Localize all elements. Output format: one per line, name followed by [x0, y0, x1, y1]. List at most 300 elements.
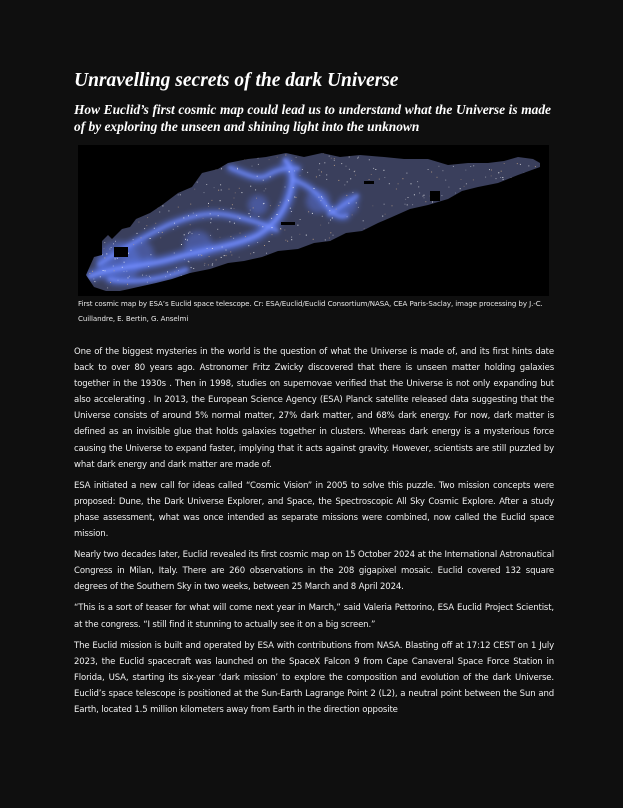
star [86, 253, 87, 254]
star [404, 285, 405, 286]
star [151, 181, 152, 182]
star [465, 234, 466, 235]
star [92, 271, 93, 272]
star [504, 238, 505, 239]
star [271, 218, 272, 219]
star [481, 152, 482, 153]
star [207, 248, 208, 249]
star [210, 213, 211, 214]
star [407, 204, 408, 205]
star [211, 162, 212, 163]
star [377, 257, 378, 258]
star [334, 158, 335, 159]
star [373, 239, 374, 240]
star [194, 189, 195, 190]
star [514, 147, 515, 148]
star [545, 194, 546, 195]
star [212, 248, 213, 249]
star [427, 158, 428, 159]
star [326, 179, 327, 180]
star [277, 157, 278, 158]
star [356, 243, 357, 244]
star [178, 207, 179, 208]
star [355, 281, 356, 282]
star [340, 150, 341, 151]
star [470, 277, 471, 278]
star [473, 179, 474, 180]
star [358, 240, 359, 241]
star [502, 177, 503, 178]
star [458, 288, 459, 289]
star [373, 168, 374, 169]
star [526, 230, 527, 231]
star [401, 154, 402, 155]
star [115, 241, 116, 242]
star [265, 188, 266, 189]
star [176, 159, 177, 160]
star [491, 170, 492, 171]
star [372, 234, 373, 235]
star [95, 254, 96, 255]
star [267, 149, 268, 150]
star [365, 234, 366, 235]
star [316, 151, 317, 152]
star [295, 253, 296, 254]
star [296, 197, 297, 198]
star [162, 232, 163, 233]
star [421, 260, 422, 261]
star [231, 208, 232, 209]
star [520, 164, 521, 165]
star [172, 146, 173, 147]
star [165, 159, 166, 160]
star [285, 261, 286, 262]
star [104, 248, 105, 249]
star [529, 227, 530, 228]
star [291, 160, 292, 161]
star [293, 187, 294, 188]
star [288, 200, 289, 201]
star [110, 190, 111, 191]
paragraph: ESA initiated a new call for ideas called “Cosmic Vision” in 2005 to solve this puzzle. Two mission concepts were proposed: Dune, the Dark Universe Explorer, and Space, the Spectroscopic All Sky Cosmic Explore. After a study phase assessment, what was once intended as separate missions were combined, now called the Euclid space mission. [74, 480, 554, 540]
star [270, 205, 271, 206]
star [371, 174, 372, 175]
star [219, 272, 220, 273]
star [464, 186, 465, 187]
star [199, 234, 200, 235]
star [329, 238, 330, 239]
star [388, 282, 389, 283]
star [267, 147, 268, 148]
star [317, 268, 318, 269]
star [80, 253, 81, 254]
star [167, 271, 168, 272]
paragraph: One of the biggest mysteries in the world is the question of what the Universe is made of, and its first hints date back to over 80 years ago. Astronomer Fritz Zwicky discovered that there is unseen matter holding galaxies together in the 1930s . Then in 1998, studies on supernovae verified that the Universe is not only expanding but also accelerating . In 2013, the European Science Agency (ESA) Planck satellite released data suggesting that the Universe consists of around 5% normal matter, 27% dark matter, and 68% dark energy. For now, dark matter is defined as an invisible glue that holds galaxies together in clusters. Whereas dark energy is a mysterious force causing the Universe to expand faster, implying that it acts against gravity. However, scientists are still puzzled by what dark energy and dark matter are made of. [74, 347, 554, 470]
star [519, 152, 520, 153]
star [105, 156, 106, 157]
star [382, 232, 383, 233]
star [344, 184, 345, 185]
star [294, 170, 295, 171]
star [479, 145, 480, 146]
star [233, 267, 234, 268]
star [318, 197, 319, 198]
star [193, 213, 194, 214]
star [240, 295, 241, 296]
star [178, 194, 179, 195]
star [209, 166, 210, 167]
star [229, 189, 230, 190]
star [319, 175, 320, 176]
star [126, 220, 127, 221]
star [508, 216, 509, 217]
star [452, 225, 453, 226]
star [347, 181, 348, 182]
star [492, 263, 493, 264]
star [341, 244, 342, 245]
star [173, 180, 174, 181]
star [371, 291, 372, 292]
star [264, 190, 265, 191]
star [94, 281, 95, 282]
star [490, 243, 491, 244]
star [543, 279, 544, 280]
star [253, 207, 254, 208]
star [534, 270, 535, 271]
star [514, 252, 515, 253]
star [277, 260, 278, 261]
star [182, 158, 183, 159]
star [212, 263, 213, 264]
star [239, 188, 240, 189]
star [188, 261, 189, 262]
star [257, 176, 258, 177]
star [343, 272, 344, 273]
star [442, 170, 443, 171]
star [192, 233, 193, 234]
star [494, 197, 495, 198]
star [350, 246, 351, 247]
star [546, 153, 547, 154]
star [270, 268, 271, 269]
star [309, 148, 310, 149]
star [196, 215, 197, 216]
star [547, 186, 548, 187]
star [319, 253, 320, 254]
star [388, 153, 389, 154]
star [516, 286, 517, 287]
star [290, 208, 291, 209]
star [293, 260, 294, 261]
star [410, 286, 411, 287]
star [285, 240, 286, 241]
star [89, 273, 90, 274]
star [279, 270, 280, 271]
star [369, 292, 370, 293]
star [510, 156, 511, 157]
star [221, 190, 222, 191]
star [199, 155, 200, 156]
star [170, 162, 171, 163]
star [263, 275, 264, 276]
star [427, 233, 428, 234]
star [170, 196, 171, 197]
star [543, 233, 544, 234]
star [291, 239, 292, 240]
star [86, 281, 87, 282]
star [355, 285, 356, 286]
star [106, 170, 107, 171]
star [247, 146, 248, 147]
star [392, 205, 393, 206]
star [158, 232, 159, 233]
star [428, 214, 429, 215]
star [174, 223, 175, 224]
star [480, 212, 481, 213]
star [406, 149, 407, 150]
star [465, 153, 466, 154]
star [460, 188, 461, 189]
star [540, 263, 541, 264]
star [133, 244, 134, 245]
star [133, 239, 134, 240]
star [114, 270, 115, 271]
star [312, 269, 313, 270]
star [429, 152, 430, 153]
star [359, 293, 360, 294]
star [466, 290, 467, 291]
star [177, 226, 178, 227]
star [172, 166, 173, 167]
star [161, 203, 162, 204]
star [160, 162, 161, 163]
star [233, 238, 234, 239]
star [420, 252, 421, 253]
star [165, 276, 166, 277]
star [414, 194, 415, 195]
star [173, 229, 174, 230]
star [441, 286, 442, 287]
star [319, 163, 320, 164]
star [313, 239, 314, 240]
star [359, 266, 360, 267]
star [511, 177, 512, 178]
star [174, 271, 175, 272]
star [356, 288, 357, 289]
star [546, 285, 547, 286]
star [255, 189, 256, 190]
star [131, 209, 132, 210]
star [417, 181, 418, 182]
star [250, 210, 251, 211]
star [204, 265, 205, 266]
star [133, 153, 134, 154]
star [92, 202, 93, 203]
star [524, 200, 525, 201]
star [395, 157, 396, 158]
star [117, 258, 118, 259]
star [355, 246, 356, 247]
star [226, 255, 227, 256]
star [398, 295, 399, 296]
star [105, 270, 106, 271]
star [140, 145, 141, 146]
star [220, 200, 221, 201]
star [466, 183, 467, 184]
star [98, 163, 99, 164]
star [220, 237, 221, 238]
star [131, 193, 132, 194]
star [131, 171, 132, 172]
star [107, 204, 108, 205]
star [427, 249, 428, 250]
star [229, 150, 230, 151]
star [89, 286, 90, 287]
star [395, 253, 396, 254]
star [400, 286, 401, 287]
star [203, 158, 204, 159]
star [99, 200, 100, 201]
star [528, 177, 529, 178]
star [259, 148, 260, 149]
star [504, 198, 505, 199]
article-subtitle: How Euclid’s first cosmic map could lead us to understand what the Universe is made of by exploring the unseen and shining light into the unknown [74, 102, 551, 134]
star [492, 248, 493, 249]
star [476, 286, 477, 287]
star [96, 197, 97, 198]
star [521, 228, 522, 229]
star [443, 219, 444, 220]
star [308, 266, 309, 267]
star [329, 156, 330, 157]
star [181, 244, 182, 245]
star [518, 276, 519, 277]
star [214, 187, 215, 188]
star [235, 192, 236, 193]
star [92, 208, 93, 209]
star [498, 172, 499, 173]
star [350, 288, 351, 289]
star [406, 157, 407, 158]
star [244, 149, 245, 150]
star [518, 187, 519, 188]
star [160, 237, 161, 238]
star [299, 234, 300, 235]
star [322, 198, 323, 199]
star [546, 216, 547, 217]
star [352, 214, 353, 215]
star [461, 179, 462, 180]
star [331, 271, 332, 272]
star [377, 154, 378, 155]
star [468, 207, 469, 208]
star [235, 266, 236, 267]
star [180, 184, 181, 185]
star [263, 203, 264, 204]
star [122, 267, 123, 268]
star [314, 253, 315, 254]
star [148, 266, 149, 267]
star [159, 212, 160, 213]
star [369, 179, 370, 180]
star [229, 148, 230, 149]
star [501, 250, 502, 251]
star [542, 177, 543, 178]
star [285, 155, 286, 156]
star [446, 228, 447, 229]
star [109, 182, 110, 183]
star [143, 213, 144, 214]
star [511, 183, 512, 184]
star [99, 167, 100, 168]
star [291, 211, 292, 212]
star [308, 211, 309, 212]
star [314, 188, 315, 189]
star [125, 158, 126, 159]
star [201, 290, 202, 291]
star [473, 283, 474, 284]
star [357, 158, 358, 159]
star [111, 145, 112, 146]
star [517, 239, 518, 240]
star [535, 166, 536, 167]
star [133, 197, 134, 198]
star [306, 150, 307, 151]
star [536, 179, 537, 180]
star [238, 150, 239, 151]
star [462, 247, 463, 248]
star [156, 199, 157, 200]
star [523, 216, 524, 217]
star [102, 206, 103, 207]
star [312, 213, 313, 214]
star [234, 208, 235, 209]
star [482, 276, 483, 277]
star [127, 284, 128, 285]
star [547, 276, 548, 277]
star [113, 266, 114, 267]
star [380, 271, 381, 272]
star [319, 151, 320, 152]
star [103, 270, 104, 271]
star [290, 251, 291, 252]
star [473, 165, 474, 166]
star [321, 152, 322, 153]
glow-patch [248, 195, 268, 215]
star [291, 237, 292, 238]
star [258, 216, 259, 217]
star [354, 260, 355, 261]
star [449, 147, 450, 148]
star [237, 167, 238, 168]
star [86, 211, 87, 212]
star [383, 170, 384, 171]
star [205, 153, 206, 154]
star [119, 185, 120, 186]
star [525, 279, 526, 280]
star [538, 282, 539, 283]
star [204, 263, 205, 264]
star [312, 275, 313, 276]
star [481, 242, 482, 243]
star [132, 189, 133, 190]
star [465, 212, 466, 213]
star [504, 163, 505, 164]
star [186, 164, 187, 165]
star [91, 223, 92, 224]
star [237, 168, 238, 169]
star [455, 215, 456, 216]
